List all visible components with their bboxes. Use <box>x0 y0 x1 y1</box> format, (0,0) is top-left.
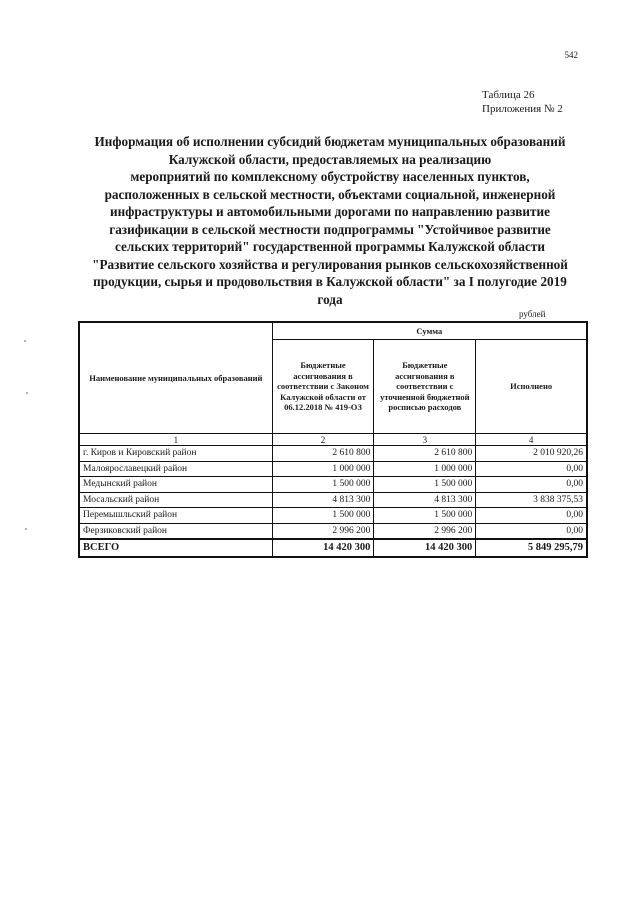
total-row <box>79 539 587 557</box>
executed-amount: 0,00 <box>476 477 587 493</box>
title-line: инфраструктуры и автомобильными дорогами по направлению развитие <box>110 204 550 219</box>
budget-allocation: 1 500 000 <box>374 477 476 493</box>
executed-amount: 0,00 <box>476 461 587 477</box>
column-number: 4 <box>476 434 587 446</box>
column-number: 2 <box>272 434 374 446</box>
page-number: 542 <box>564 50 578 60</box>
appendix-label: Приложения № 2 <box>482 103 563 115</box>
municipality-name: Ферзиковский район <box>79 523 272 539</box>
law-allocation: 4 813 300 <box>272 492 374 508</box>
budget-allocation: 1 500 000 <box>374 508 476 524</box>
title-line: Калужской области, предоставляемых на реализацию <box>168 151 492 167</box>
municipality-name: Медынский район <box>79 477 272 493</box>
header-law-allocations: Бюджетные ассигнования в соответствии с Законом Калужской области от 06.12.2018 № 419-ОЗ <box>272 340 374 434</box>
header-sum: Сумма <box>272 322 587 340</box>
column-number-row <box>79 434 587 446</box>
executed-amount: 0,00 <box>476 523 587 539</box>
law-allocation: 1 500 000 <box>272 477 374 493</box>
header-municipality: Наименование муниципальных образований <box>79 322 272 434</box>
column-number: 1 <box>79 434 272 446</box>
title-line: года <box>317 291 343 307</box>
table-row <box>79 523 587 539</box>
total-executed-amount: 5 849 295,79 <box>476 539 587 557</box>
header-executed: Исполнено <box>476 340 587 434</box>
title-line: газификации в сельской местности подпрограммы "Устойчивое развитие <box>109 221 551 237</box>
document-title <box>70 133 590 308</box>
table-row <box>79 492 587 508</box>
header-row <box>79 322 587 340</box>
municipality-name: Малоярославецкий район <box>79 461 272 477</box>
municipality-name: Мосальский район <box>79 492 272 508</box>
law-allocation: 2 996 200 <box>272 523 374 539</box>
table-row <box>79 477 587 493</box>
title-line: Информация об исполнении субсидий бюджетам муниципальных образований <box>94 134 566 149</box>
municipality-name: Перемышльский район <box>79 508 272 524</box>
budget-allocation: 4 813 300 <box>374 492 476 508</box>
law-allocation: 1 000 000 <box>272 461 374 477</box>
budget-allocation: 2 996 200 <box>374 523 476 539</box>
table-caption <box>482 88 563 116</box>
header-budget-allocations: Бюджетные ассигнования в соответствии с уточненной бюджетной росписью расходов <box>374 340 476 434</box>
scan-speck <box>25 528 27 530</box>
law-allocation: 2 610 800 <box>272 446 374 462</box>
title-line: мероприятий по комплексному обустройству населенных пунктов, <box>130 169 530 184</box>
title-line: расположенных в сельской местности, объектами социальной, инженерной <box>104 186 556 202</box>
subsidy-table <box>78 321 588 558</box>
title-line: "Развитие сельского хозяйства и регулирования рынков сельскохозяйственной <box>92 256 568 272</box>
executed-amount: 3 838 375,53 <box>476 492 587 508</box>
municipality-name: г. Киров и Кировский район <box>79 446 272 462</box>
scan-speck <box>24 340 26 342</box>
budget-allocation: 2 610 800 <box>374 446 476 462</box>
table-row <box>79 461 587 477</box>
executed-amount: 0,00 <box>476 508 587 524</box>
units-label: рублей <box>519 309 546 319</box>
table-label: Таблица 26 <box>482 89 535 101</box>
total-law-allocation: 14 420 300 <box>272 539 374 557</box>
executed-amount: 2 010 920,26 <box>476 446 587 462</box>
total-label: ВСЕГО <box>79 539 272 557</box>
column-number: 3 <box>374 434 476 446</box>
law-allocation: 1 500 000 <box>272 508 374 524</box>
title-line: продукции, сырья и продовольствия в Калужской области" за I полугодие 2019 <box>93 274 567 289</box>
title-line: сельских территорий" государственной программы Калужской области <box>115 239 545 254</box>
table-row <box>79 508 587 524</box>
budget-allocation: 1 000 000 <box>374 461 476 477</box>
table-row <box>79 446 587 462</box>
total-budget-allocation: 14 420 300 <box>374 539 476 557</box>
scan-speck <box>26 392 28 394</box>
